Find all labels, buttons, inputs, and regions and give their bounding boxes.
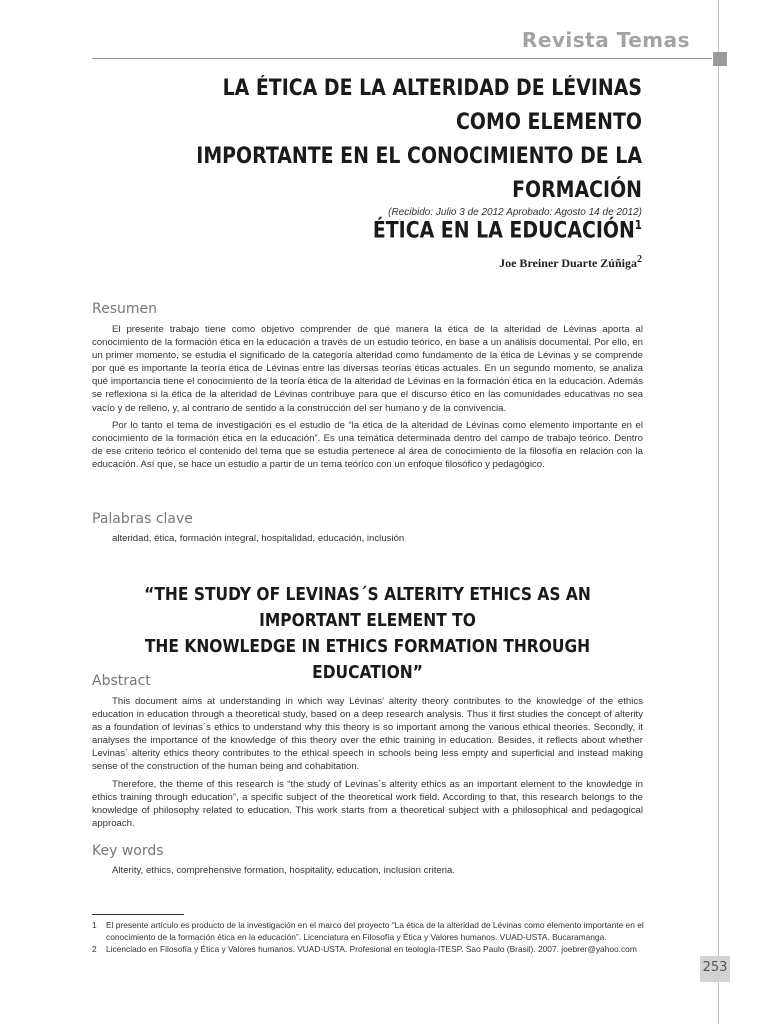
- corner-marker: [713, 52, 727, 66]
- footnote: [92, 919, 652, 943]
- page-edge-line: [718, 0, 719, 1024]
- footnote-ref: 1: [634, 218, 642, 232]
- resumen-paragraph: Por lo tanto el tema de investigación es el estudio de “la ética de la alteridad de Lévinas como elemento importante en el conocimiento de la formación ética en la educación”. Es una temática determinada dentro del campo de trabajo teórico. Dentro de ese criterio teórico el contenido del tema que se estudia pertenece al área de conocimiento de la filosofía en relación con la educación. Así que, se hace un estudio a partir de un tema teórico con un enfoque filosófico y pedagógico.: [92, 419, 643, 470]
- key-words-heading: Key words: [92, 843, 164, 859]
- resumen-body: [92, 323, 643, 471]
- abstract-paragraph: This document aims at understanding in which way Lévinas’ alterity theory contributes to the knowledge of the ethics education in education through a theoretical study, based on a deep research analysis. Thus it first studies the concept of alterity as a foundation of levinas´s ethics to understand why this theory is so important among the various ethical theories. Secondly, it analyses the importance of the knowledge of this theory over the ethic training in education. Besides, it reflects about whether Levinas´ alterity ethics theory contributes to the ethical speech in schools being less empty and superficial and instead making sense of the construction of the human being and cohabitation.: [92, 696, 643, 773]
- footnotes: [92, 919, 652, 955]
- english-title-line: THE KNOWLEDGE IN ETHICS FORMATION THROUGH EDUCATION”: [144, 636, 591, 683]
- author-name: [499, 254, 642, 271]
- abstract-body: [92, 695, 643, 830]
- article-title: [169, 72, 642, 248]
- title-line-text: ÉTICA EN LA EDUCACIÓN: [372, 218, 635, 244]
- resumen-paragraph: El presente trabajo tiene como objetivo comprender de qué manera la ética de la alteridad de Lévinas aporta al conocimiento de la formación ética en la educación a través de un estudio teórico, en base a un análisis documental. Por ello, en un primer momento, se estudia el significado de la categoría alteridad como fundamento de la ética de Lévinas y se comprende por qué es importante la teoría ética de Lévinas entre las diversas teorías éticas actuales. En un segundo momento, se analiza qué importancia tiene el conocimiento de la teoría ética de la alteridad de Lévinas en la formación ética en la educación. Además se reflexiona si la ética de la alteridad de Lévinas contribuye para que el discurso ético en las comunidades educativas no sea vacío y de relleno, y, al contrario de sentido a la construcción del ser humano y de la convivencia.: [92, 324, 643, 414]
- title-line: LA ÉTICA DE LA ALTERIDAD DE LÉVINAS COMO ELEMENTO: [222, 76, 642, 135]
- footnote: [92, 943, 652, 955]
- header-rule: [92, 58, 712, 59]
- footnote-text: Licenciado en Filosofía y Ética y Valores humanos. VUAD-USTA. Profesional en teología-ITESP. Sao Paulo (Brasil). 2007. joebrer@yahoo.com: [106, 944, 637, 954]
- footnote-text: El presente artículo es producto de la investigación en el marco del proyecto “La ética de la alteridad de Lévinas como elemento importante en el conocimiento de la formación ética en la educación”. Licenciatura en Filosofía y Ética y Valores humanos. VUAD-USTA. Bucaramanga.: [106, 920, 644, 942]
- english-title-line: “THE STUDY OF LEVINAS´S ALTERITY ETHICS AS AN IMPORTANT ELEMENT TO: [144, 584, 591, 631]
- footnote-rule: [92, 914, 184, 915]
- palabras-clave-text: alteridad, ética, formación integral, hospitalidad, educación, inclusión: [112, 533, 405, 544]
- abstract-paragraph: Therefore, the theme of this research is “the study of Levinas´s alterity ethics as an important element to the knowledge in ethics training through education”, a specific subject of the theoretical work field. According to that, this research belongs to the knowledge of philosophy related to education. This work starts from a theoretical subject with a philosophical and pedagogical approach.: [92, 778, 643, 829]
- palabras-clave-heading: Palabras clave: [92, 511, 193, 527]
- page-number: 253: [702, 960, 728, 975]
- journal-name: Revista Temas: [521, 28, 690, 52]
- resumen-heading: Resumen: [92, 301, 158, 317]
- author-text: Joe Breiner Duarte Zúñiga: [499, 256, 637, 270]
- english-title: [131, 582, 605, 686]
- footnote-ref: 2: [637, 254, 642, 265]
- submission-dates: (Recibido: Julio 3 de 2012 Aprobado: Agosto 14 de 2012): [388, 207, 642, 218]
- footnote-number: 1: [92, 920, 97, 930]
- abstract-heading: Abstract: [92, 673, 151, 689]
- footnote-number: 2: [92, 944, 97, 954]
- title-line: IMPORTANTE EN EL CONOCIMIENTO DE LA FORMACIÓN: [196, 144, 642, 203]
- key-words-text: Alterity, ethics, comprehensive formation, hospitality, education, inclusion criteria.: [112, 865, 456, 876]
